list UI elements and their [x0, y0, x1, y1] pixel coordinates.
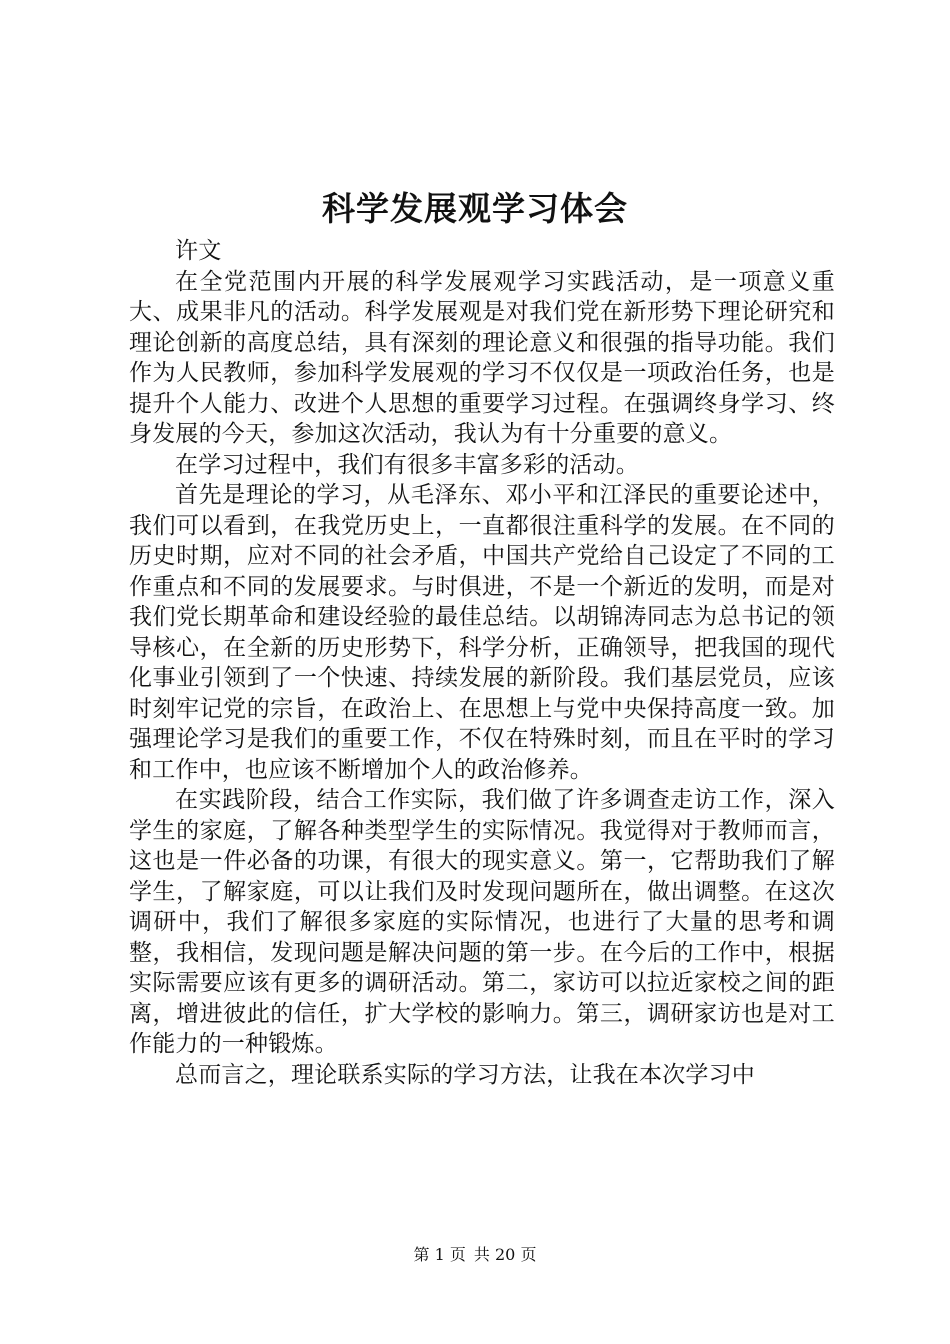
page-footer [0, 1244, 950, 1266]
page-number: 第 1 页 [413, 1245, 466, 1264]
paragraph-conclusion: 总而言之，理论联系实际的学习方法，让我在本次学习中 [175, 1061, 755, 1088]
paragraph-activities: 在学习过程中，我们有很多丰富多彩的活动。 [175, 451, 639, 478]
document-title: 科学发展观学习体会 [322, 189, 628, 228]
paragraph-practice: 在实践阶段，结合工作实际，我们做了许多调查走访工作，深入学生的家庭，了解各种类型学生的实际情况。我觉得对于教师而言，这也是一件必备的功课，有很大的现实意义。第一，它帮助我们了解学生，了解家庭，可以让我们及时发现问题所在，做出调整。在这次调研中，我们了解很多家庭的实际情况，也进行了大量的思考和调整，我相信，发现问题是解决问题的第一步。在今后的工作中，根据实际需要应该有更多的调研活动。第二，家访可以拉近家校之间的距离，增进彼此的信任，扩大学校的影响力。第三，调研家访也是对工作能力的一种锻炼。 [129, 787, 835, 1057]
page-total: 共 20 页 [473, 1245, 537, 1264]
author-name: 许文 [175, 238, 222, 264]
document-body [129, 236, 835, 1090]
paragraph-theory-study: 首先是理论的学习，从毛泽东、邓小平和江泽民的重要论述中，我们可以看到，在我党历史上，一直都很注重科学的发展。在不同的历史时期，应对不同的社会矛盾，中国共产党给自己设定了不同的工作重点和不同的发展要求。与时俱进，不是一个新近的发明，而是对我们党长期革命和建设经验的最佳总结。以胡锦涛同志为总书记的领导核心，在全新的历史形势下，科学分析，正确领导，把我国的现代化事业引领到了一个快速、持续发展的新阶段。我们基层党员，应该时刻牢记党的宗旨，在政治上、在思想上与党中央保持高度一致。加强理论学习是我们的重要工作，不仅在特殊时刻，而且在平时的学习和工作中，也应该不断增加个人的政治修养。 [129, 482, 835, 783]
paragraph-intro: 在全党范围内开展的科学发展观学习实践活动，是一项意义重大、成果非凡的活动。科学发展观是对我们党在新形势下理论研究和理论创新的高度总结，具有深刻的理论意义和很强的指导功能。我们作为人民教师，参加科学发展观的学习不仅仅是一项政治任务，也是提升个人能力、改进个人思想的重要学习过程。在强调终身学习、终身发展的今天，参加这次活动，我认为有十分重要的意义。 [129, 268, 835, 447]
